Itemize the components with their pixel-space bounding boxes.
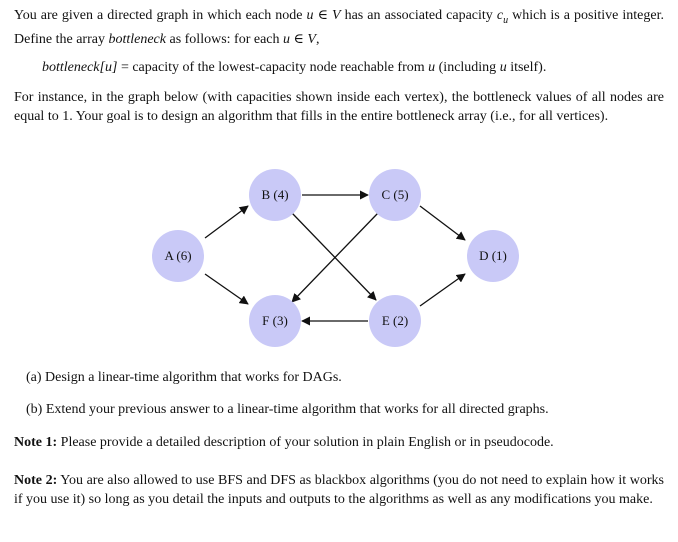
- node-d: [467, 230, 519, 282]
- node-e: [369, 295, 421, 347]
- intro-text-2: has an associated capacity: [340, 8, 497, 23]
- node-b-label: B (4): [261, 187, 289, 202]
- note-1-text: Please provide a detailed description of your solution in plain English or in pseudocode.: [57, 435, 554, 450]
- edge-c-d: [420, 206, 465, 240]
- node-c: [369, 169, 421, 221]
- intro-text-5: ,: [315, 31, 320, 47]
- graph-edges: [205, 195, 465, 321]
- node-a-label: A (6): [164, 248, 192, 263]
- node-c-label: C (5): [381, 187, 409, 202]
- note-1: [14, 433, 664, 452]
- bottleneck-definition: [42, 58, 546, 77]
- intro-math-2: u ∈ V: [283, 31, 316, 47]
- definition-text-2: (including: [435, 60, 500, 75]
- intro-text-4: as follows: for each: [165, 31, 284, 47]
- note-2: [14, 471, 664, 509]
- intro-paragraph: [14, 6, 664, 49]
- definition-array: bottleneck: [42, 60, 100, 75]
- edge-e-d: [420, 274, 465, 306]
- definition-u: u: [428, 60, 436, 75]
- intro-text-3: which is a positive integer. Define the array: [14, 8, 664, 47]
- intro-text-1: You are given a directed graph in which each node: [14, 8, 307, 23]
- intro-capacity-subscript: u: [503, 14, 509, 26]
- intro-array-name: bottleneck: [108, 31, 166, 47]
- node-b: [249, 169, 301, 221]
- definition-text-1: = capacity of the lowest-capacity node reachable from: [117, 60, 429, 75]
- node-f: [249, 295, 301, 347]
- note-2-text: You are also allowed to use BFS and DFS as blackbox algorithms (you do not need to explain how it works if you use it) so long as you detail the inputs and outputs to the algorithms as well as any modifications you make.: [14, 473, 664, 507]
- part-b: (b) Extend your previous answer to a linear-time algorithm that works for all directed graphs.: [26, 402, 549, 417]
- definition-u-2: u: [499, 60, 507, 75]
- graph-diagram: [0, 158, 678, 358]
- note-2-label: Note 2:: [14, 473, 58, 488]
- note-1-label: Note 1:: [14, 435, 58, 450]
- intro-capacity-symbol: c: [496, 8, 504, 23]
- part-a: (a) Design a linear-time algorithm that works for DAGs.: [26, 370, 342, 385]
- intro-math-1: u ∈ V: [306, 8, 341, 23]
- node-d-label: D (1): [479, 248, 507, 263]
- example-paragraph: For instance, in the graph below (with capacities shown inside each vertex), the bottleneck values of all nodes are equal to 1. Your goal is to design an algorithm that fills in the entire bottleneck array (i.e., for all vertices).: [14, 90, 664, 124]
- edge-a-b: [205, 206, 248, 238]
- edge-b-e: [292, 213, 376, 300]
- node-a: [152, 230, 204, 282]
- edge-a-f: [205, 274, 248, 304]
- definition-text-3: itself).: [506, 60, 547, 75]
- node-f-label: F (3): [262, 313, 288, 328]
- node-e-label: E (2): [381, 313, 409, 328]
- definition-index: [u]: [99, 60, 118, 75]
